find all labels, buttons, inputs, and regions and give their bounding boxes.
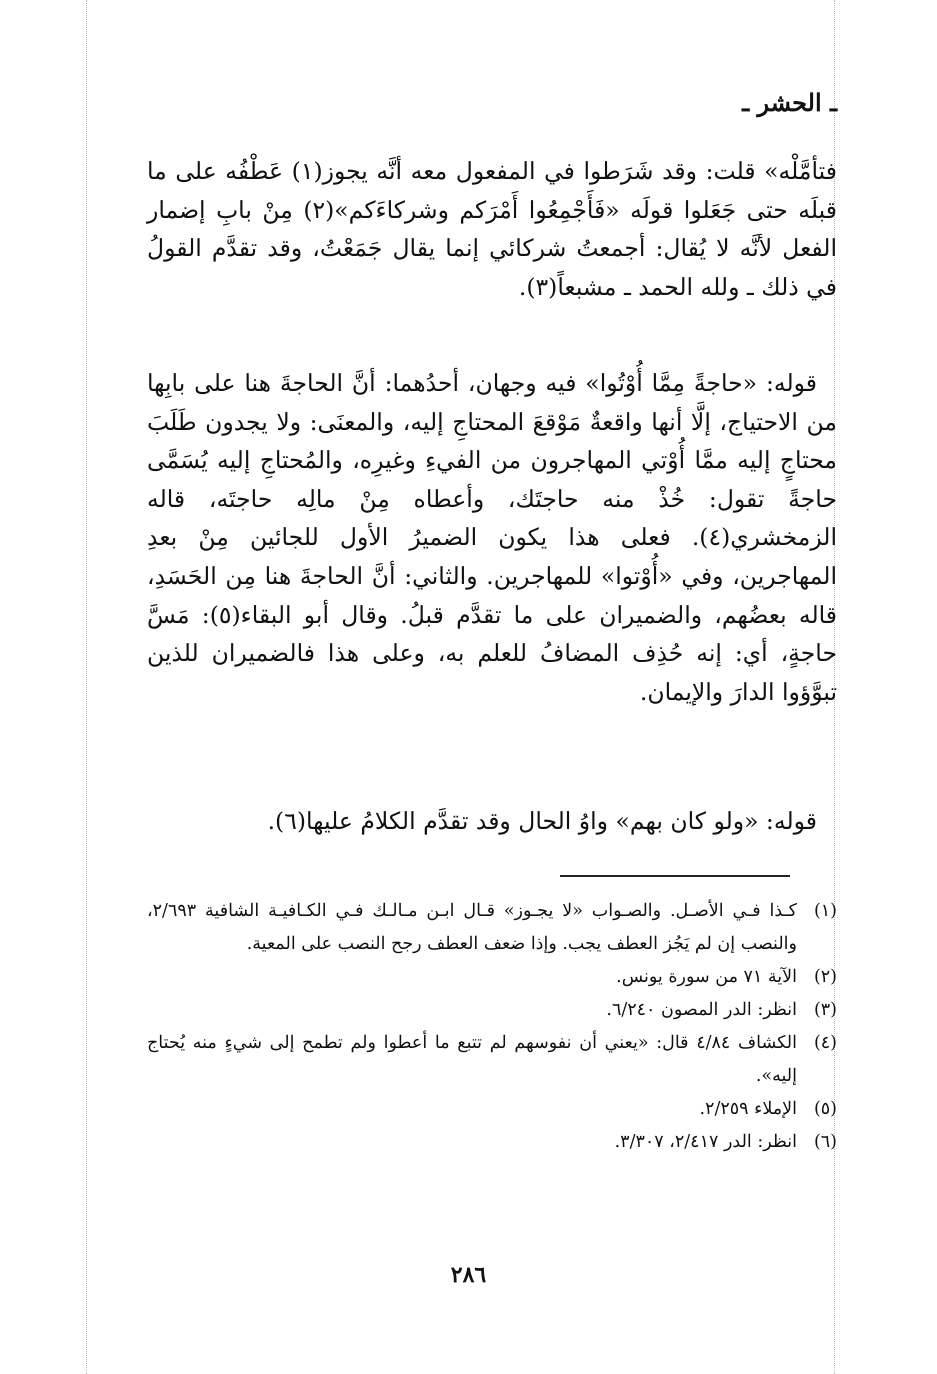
footnote-text: الآية ٧١ من سورة يونس. bbox=[616, 967, 797, 987]
footnote bbox=[147, 1126, 837, 1159]
footnote bbox=[147, 994, 837, 1027]
page-number: ٢٨٦ bbox=[450, 1262, 487, 1288]
footnote-number: (١) bbox=[813, 901, 837, 921]
footnote-text: انظر: الدر ٢/٤١٧، ٣/٣٠٧. bbox=[614, 1132, 797, 1152]
footnote-text: كـذا فـي الأصـل. والصـواب «لا يجـوز» قـال ابـن مـالـك فـي الكـافيـة الشافية ٢/٦٩٣، والنصب إن لم يَجُز العطف يجب. وإذا ضعف العطف رجح النصب على المعية. bbox=[147, 901, 797, 954]
footnote bbox=[147, 895, 837, 961]
footnotes bbox=[147, 895, 837, 1159]
footnote-number: (٣) bbox=[813, 1000, 837, 1020]
paragraph: قوله: «حاجةً مِمَّا أُوْتُوا» فيه وجهان، أحدُهما: أنَّ الحاجةَ هنا على بابِها من الاحتياج، إلَّا أنها واقعةٌ مَوْقعَ المحتاجِ إليه، والمعنَى: ولا يجدون طَلَبَ محتاجٍ إليه ممَّا أُوْتي المهاجرون من الفيءِ وغيرِه، والمُحتاجِ إليه يُسَمَّى حاجةً تقول: خُذْ منه حاجتَك، وأعطاه مِنْ مالِه حاجتَه، قاله الزمخشري(٤). فعلى هذا يكون الضميرُ الأول للجائين مِنْ بعدِ المهاجرين، وفي «أُوْتوا» للمهاجرين. والثاني: أنَّ الحاجةَ هنا مِن الحَسَدِ، قاله بعضُهم، والضميران على ما تقدَّم قبلُ. وقال أبو البقاء(٥): مَسَّ حاجةٍ، أي: إنه حُذِف المضافُ للعلم به، وعلى هذا فالضميران للذين تبوَّؤوا الدارَ والإيمان. bbox=[147, 369, 837, 706]
footnote-number: (٦) bbox=[813, 1132, 837, 1152]
footnote-text: انظر: الدر المصون ٦/٢٤٠. bbox=[606, 1000, 797, 1020]
paragraph: قوله: «ولو كان بهم» واوُ الحال وقد تقدَّم الكلامُ عليها(٦). bbox=[267, 807, 817, 835]
footnote-text: الإملاء ٢/٢٥٩. bbox=[699, 1099, 797, 1119]
footnote-number: (٥) bbox=[813, 1099, 837, 1119]
footnote-text: الكشاف ٤/٨٤ قال: «يعني أن نفوسهم لم تتبع ما أعطوا ولم تطمح إلى شيءٍ منه يُحتاج إليه». bbox=[147, 1033, 797, 1086]
footnote bbox=[147, 1027, 837, 1093]
footnote-separator bbox=[560, 875, 790, 877]
footnote bbox=[147, 1093, 837, 1126]
running-head: ـ الحشر ـ bbox=[742, 88, 837, 117]
scan-guide-line-left bbox=[86, 0, 87, 1374]
footnote-number: (٤) bbox=[813, 1033, 837, 1053]
paragraph: فتأمَّلْه» قلت: وقد شَرَطوا في المفعول معه أنَّه يجوز(١) عَطْفُه على ما قبلَه حتى جَعَلوا قولَه «فَأَجْمِعُوا أَمْرَكم وشركاءَكم»(٢) مِنْ بابِ إضمار الفعل لأنَّه لا يُقال: أجمعتُ شركائي إنما يقال جَمَعْتُ، وقد تقدَّم القولُ في ذلك ـ ولله الحمد ـ مشبعاً(٣). bbox=[147, 157, 837, 301]
footnote-number: (٢) bbox=[813, 967, 837, 987]
footnote bbox=[147, 961, 837, 994]
